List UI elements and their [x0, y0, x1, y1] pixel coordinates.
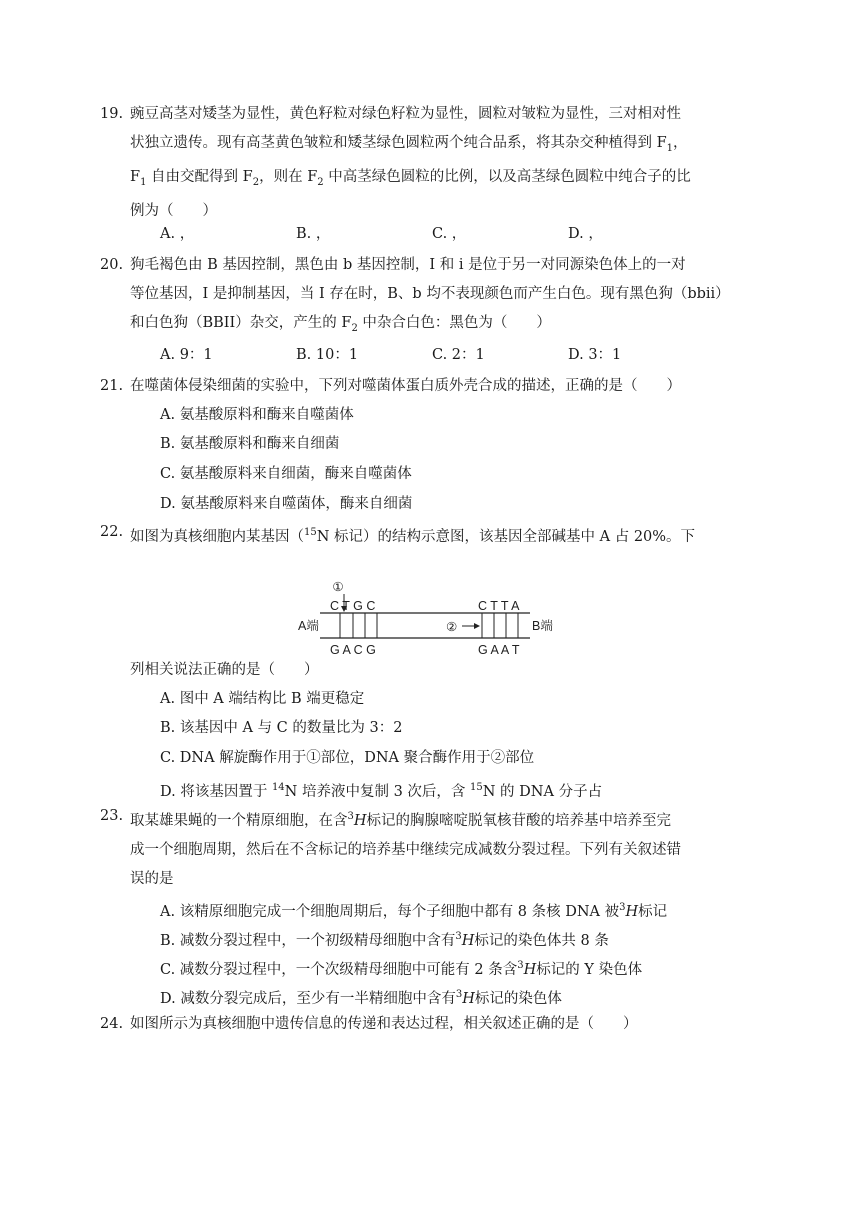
option-c[interactable]: C. ，	[432, 226, 467, 242]
option-a[interactable]: A. 氨基酸原料和酶来自噬菌体	[160, 407, 354, 423]
a-end-label: A端	[298, 619, 319, 633]
question-number: 21.	[100, 378, 124, 394]
option-a[interactable]: A. 9：1	[160, 347, 213, 363]
option-b[interactable]: B. 氨基酸原料和酶来自细菌	[160, 436, 340, 452]
option-c[interactable]: C. 减数分裂过程中，一个次级精母细胞中可能有 2 条含$^3$H标记的 Y 染色体	[160, 960, 643, 978]
option-a[interactable]: A. ，	[160, 226, 195, 242]
option-a[interactable]: A. 图中 A 端结构比 B 端更稳定	[160, 691, 365, 707]
option-b[interactable]: B. ，	[296, 226, 331, 242]
option-b[interactable]: B. 10：1	[296, 347, 359, 363]
option-c[interactable]: C. DNA 解旋酶作用于①部位，DNA 聚合酶作用于②部位	[160, 750, 535, 766]
option-a[interactable]: A. 该精原细胞完成一个细胞周期后，每个子细胞中都有 8 条核 DNA 被$^3$H标记	[160, 902, 668, 920]
question-stem: 在噬菌体侵染细菌的实验中，下列对噬菌体蛋白质外壳合成的描述，正确的是（ ）	[130, 378, 681, 394]
question-number: 23.	[100, 808, 124, 824]
question-stem: 取某雄果蝇的一个精原细胞，在含$^3$H标记的胸腺嘧啶脱氧核苷酸的培养基中培养至完 成一个细胞周期，然后在不含标记的培养基中继续完成减数分裂过程。下列有关叙述错 误的是	[130, 811, 681, 887]
option-b[interactable]: B. 减数分裂过程中，一个初级精母细胞中含有$^3$H标记的染色体共 8 条	[160, 931, 609, 949]
question-number: 22.	[100, 524, 124, 540]
option-d[interactable]: D. 3：1	[568, 347, 622, 363]
bottom-left-bases: G A C G	[330, 643, 376, 657]
marker-1: ①	[332, 580, 344, 594]
options-row	[160, 343, 720, 364]
question-19	[100, 100, 745, 226]
option-d[interactable]: D. 将该基因置于 $^{14}$N 培养液中复制 3 次后，含 $^{15}$N 的 DNA 分子占	[160, 782, 603, 800]
option-c[interactable]: C. 2：1	[432, 347, 485, 363]
question-stem: 豌豆高茎对矮茎为显性，黄色籽粒对绿色籽粒为显性，圆粒对皱粒为显性，三对相对性 状独立遗传。现有高茎黄色皱粒和矮茎绿色圆粒两个纯合品系，将其杂交种植得到 $F_1$， $F_1$ 自由交配得到 $F_2$，则在 $F_2$ 中高茎绿色圆粒的比例，以及高茎绿色圆粒中纯合子的比 例为（ ）	[130, 106, 691, 219]
question-22-continued: 列相关说法正确的是（ ）	[130, 662, 319, 678]
option-d[interactable]: D. 减数分裂完成后，至少有一半精细胞中含有$^3$H标记的染色体	[160, 989, 562, 1007]
option-b[interactable]: B. 该基因中 A 与 C 的数量比为 3：2	[160, 720, 403, 736]
bottom-right-bases: G A A T	[478, 643, 520, 657]
question-number: 24.	[100, 1016, 124, 1032]
question-stem: 狗毛褐色由 B 基因控制，黑色由 b 基因控制，I 和 i 是位于另一对同源染色体上的一对 等位基因，I 是抑制基因，当 I 存在时，B、b 均不表现颜色而产生白色。现有黑色狗（bbii） 和白色狗（BBII）杂交，产生的 $F_2$ 中杂合白色：黑色为（ ）	[130, 257, 730, 334]
question-20	[100, 251, 745, 343]
question-23	[100, 802, 745, 894]
b-end-label: B端	[532, 619, 553, 633]
question-stem: 如图所示为真核细胞中遗传信息的传递和表达过程，相关叙述正确的是（ ）	[130, 1016, 638, 1032]
top-right-bases: C T T A	[478, 599, 520, 613]
question-22	[100, 518, 745, 552]
top-left-bases: C T G C	[330, 599, 376, 613]
question-number: 19.	[100, 106, 124, 122]
question-number: 20.	[100, 257, 124, 273]
option-d[interactable]: D. 氨基酸原料来自噬菌体，酶来自细菌	[160, 496, 413, 512]
dna-structure-figure	[298, 574, 560, 660]
question-24	[100, 1010, 745, 1039]
question-stem: 如图为真核细胞内某基因（$^{15}$N 标记）的结构示意图，该基因全部碱基中 A 占 20%。下	[130, 527, 696, 545]
option-d[interactable]: D. ，	[568, 226, 603, 242]
options-row	[160, 222, 720, 243]
question-21	[100, 372, 745, 401]
marker-2: ②	[446, 620, 458, 634]
option-c[interactable]: C. 氨基酸原料来自细菌，酶来自噬菌体	[160, 466, 412, 482]
